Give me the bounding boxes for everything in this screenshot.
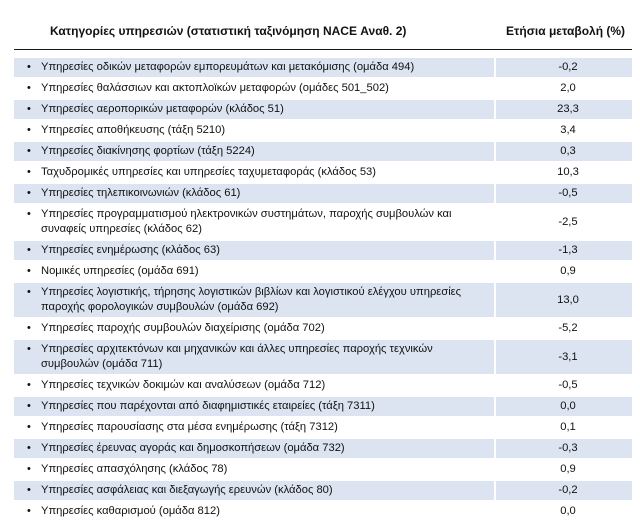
service-category-label: Υπηρεσίες ενημέρωσης (κλάδος 63)	[41, 244, 220, 256]
annual-change-value: 3,4	[560, 124, 576, 136]
bullet-icon: •	[27, 82, 31, 94]
service-category-cell	[14, 283, 494, 317]
service-category-cell	[14, 439, 494, 458]
bullet-icon: •	[27, 61, 31, 73]
bullet-icon: •	[27, 145, 31, 157]
table-row	[14, 460, 632, 479]
service-category-label: Υπηρεσίες τεχνικών δοκιμών και αναλύσεων (ομάδα 712)	[41, 379, 326, 391]
service-category-label: Υπηρεσίες τηλεπικοινωνιών (κλάδος 61)	[41, 187, 241, 199]
annual-change-value: 0,9	[560, 265, 576, 277]
service-category-cell	[14, 100, 494, 119]
service-category-cell	[14, 79, 494, 98]
table-row	[14, 79, 632, 98]
service-category-cell	[14, 184, 494, 203]
table-row	[14, 319, 632, 338]
table-row	[14, 241, 632, 260]
service-category-cell	[14, 397, 494, 416]
annual-change-value: 0,0	[496, 397, 632, 416]
bullet-icon: •	[27, 322, 31, 334]
bullet-icon: •	[27, 187, 31, 199]
service-category-cell	[14, 205, 494, 239]
service-category-label: Υπηρεσίες λογιστικής, τήρησης λογιστικών βιβλίων και λογιστικού ελέγχου υπηρεσίες παροχής φορολογικών συμβουλών (ομάδα 692)	[41, 286, 462, 313]
bullet-icon: •	[27, 400, 31, 412]
service-category-cell	[14, 262, 494, 281]
service-category-label: Ταχυδρομικές υπηρεσίες και υπηρεσίες ταχυμεταφοράς (κλάδος 53)	[41, 166, 377, 178]
service-category-label: Υπηρεσίες αρχιτεκτόνων και μηχανικών και άλλες υπηρεσίες παροχής τεχνικών συμβουλών (ομάδα 711)	[41, 343, 433, 370]
service-category-cell	[14, 241, 494, 260]
service-category-cell	[14, 58, 494, 77]
table-header	[0, 0, 640, 50]
bullet-icon: •	[27, 124, 31, 136]
service-category-cell	[14, 460, 494, 479]
service-category-cell	[14, 418, 494, 437]
table-row	[14, 262, 632, 281]
annual-change-value: -0,2	[496, 58, 632, 77]
bullet-icon: •	[27, 421, 31, 433]
table-row	[14, 418, 632, 437]
bullet-icon: •	[27, 379, 31, 391]
bullet-icon: •	[27, 103, 31, 115]
service-category-label: Υπηρεσίες θαλάσσιων και ακτοπλοϊκών μεταφορών (ομάδες 501_502)	[41, 82, 389, 94]
bullet-icon: •	[27, 442, 31, 454]
bullet-icon: •	[27, 286, 31, 298]
service-category-label: Υπηρεσίες ασφάλειας και διεξαγωγής ερευνών (κλάδος 80)	[41, 484, 333, 496]
annual-change-value: 0,0	[560, 505, 576, 517]
service-category-label: Υπηρεσίες απασχόλησης (κλάδος 78)	[41, 463, 228, 475]
service-category-label: Υπηρεσίες που παρέχονται από διαφημιστικές εταιρείες (τάξη 7311)	[41, 400, 375, 412]
table-row	[14, 100, 632, 119]
annual-change-value: -0,2	[496, 481, 632, 500]
service-category-label: Υπηρεσίες παρουσίασης στα μέσα ενημέρωσης (τάξη 7312)	[41, 421, 338, 433]
bullet-icon: •	[27, 484, 31, 496]
table-row	[14, 481, 632, 500]
bullet-icon: •	[27, 505, 31, 517]
table-row	[14, 283, 632, 317]
table-row	[14, 376, 632, 395]
header-divider	[14, 49, 632, 50]
service-category-cell	[14, 502, 494, 521]
annual-change-value: 13,0	[496, 283, 632, 317]
table-row	[14, 163, 632, 182]
service-category-label: Υπηρεσίες έρευνας αγοράς και δημοσκοπήσεων (ομάδα 732)	[41, 442, 345, 454]
annual-change-value: -2,5	[558, 215, 578, 228]
service-category-label: Υπηρεσίες διακίνησης φορτίων (τάξη 5224)	[41, 145, 255, 157]
bullet-icon: •	[27, 463, 31, 475]
service-category-cell	[14, 121, 494, 140]
table-row	[14, 142, 632, 161]
bullet-icon: •	[27, 343, 31, 355]
bullet-icon: •	[27, 244, 31, 256]
annual-change-value: -0,5	[496, 184, 632, 203]
annual-change-value: -1,3	[496, 241, 632, 260]
service-category-cell	[14, 319, 494, 338]
service-category-label: Υπηρεσίες αποθήκευσης (τάξη 5210)	[41, 124, 226, 136]
service-category-cell	[14, 481, 494, 500]
annual-change-value: -0,5	[558, 379, 578, 391]
bullet-icon: •	[27, 208, 31, 220]
table-row	[14, 340, 632, 374]
table-row	[14, 184, 632, 203]
service-category-cell	[14, 142, 494, 161]
annual-change-value: -5,2	[558, 322, 578, 334]
annual-change-value: -3,1	[496, 340, 632, 374]
bullet-icon: •	[27, 166, 31, 178]
table-body	[14, 58, 632, 523]
service-category-label: Υπηρεσίες καθαρισμού (ομάδα 812)	[41, 505, 220, 517]
table-row	[14, 439, 632, 458]
table-row	[14, 205, 632, 239]
service-category-label: Υπηρεσίες οδικών μεταφορών εμπορευμάτων και μετακόμισης (ομάδα 494)	[41, 61, 415, 73]
annual-change-value: 10,3	[557, 166, 579, 178]
service-category-label: Νομικές υπηρεσίες (ομάδα 691)	[41, 265, 199, 277]
annual-change-value: -0,3	[496, 439, 632, 458]
table-row	[14, 502, 632, 521]
service-category-label: Υπηρεσίες προγραμματισμού ηλεκτρονικών συστημάτων, παροχής συμβουλών και συναφείς υπηρεσίες (κλάδος 62)	[41, 208, 452, 235]
table-row	[14, 121, 632, 140]
category-column-header: Κατηγορίες υπηρεσιών (στατιστική ταξινόμηση NACE Αναθ. 2)	[50, 24, 407, 38]
service-category-label: Υπηρεσίες παροχής συμβουλών διαχείρισης (ομάδα 702)	[41, 322, 325, 334]
service-category-label: Υπηρεσίες αεροπορικών μεταφορών (κλάδος 51)	[41, 103, 284, 115]
annual-change-value: 0,9	[560, 463, 576, 475]
service-category-cell	[14, 163, 494, 182]
annual-change-value: 0,1	[560, 421, 576, 433]
bullet-icon: •	[27, 265, 31, 277]
annual-change-value: 2,0	[560, 82, 576, 94]
service-category-cell	[14, 376, 494, 395]
annual-change-value: 0,3	[496, 142, 632, 161]
annual-change-column-header: Ετήσια μεταβολή (%)	[506, 24, 626, 38]
service-category-cell	[14, 340, 494, 374]
annual-change-value: 23,3	[496, 100, 632, 119]
table-row	[14, 397, 632, 416]
table-row	[14, 58, 632, 77]
